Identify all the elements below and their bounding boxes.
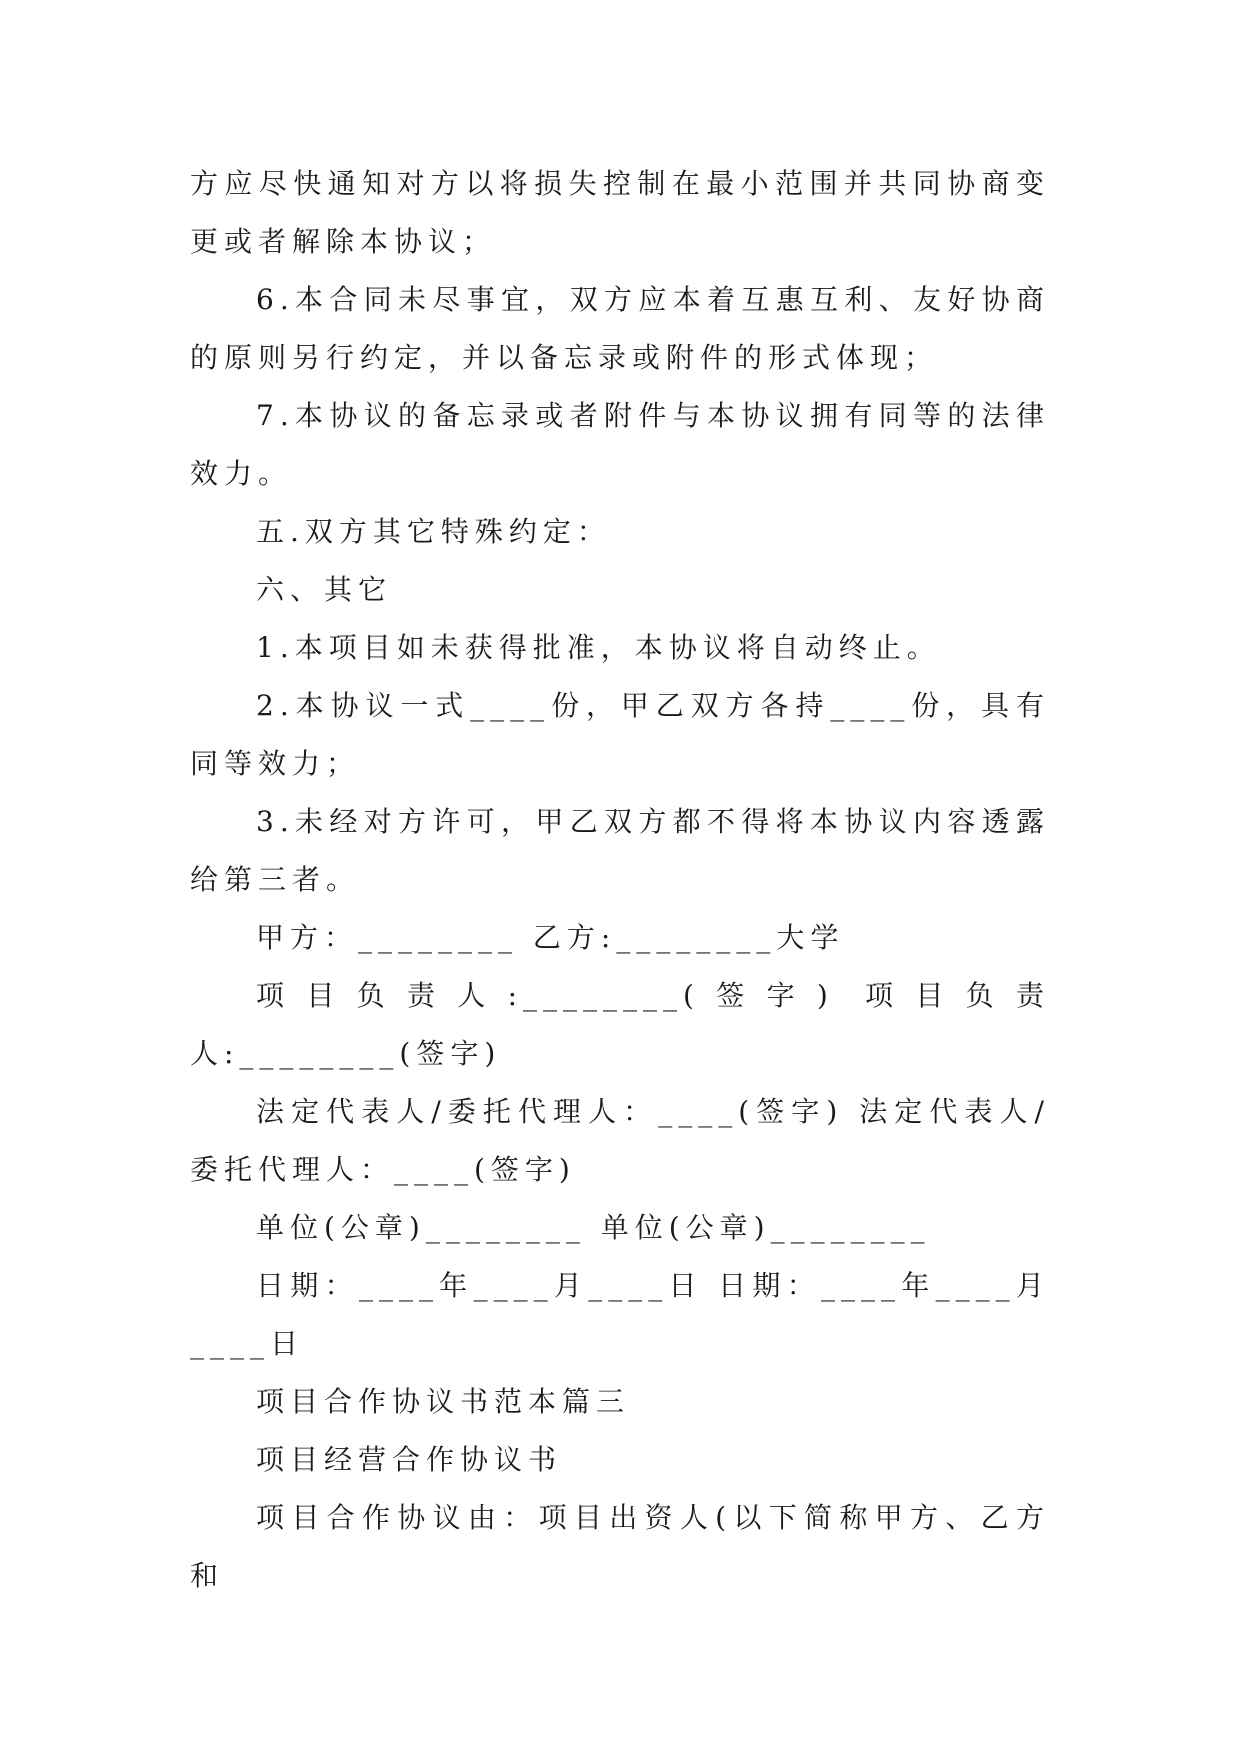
signature-seals: 单位(公章)________ 单位(公章)________ [256, 1211, 931, 1244]
paragraph-clause-6: 6.本合同未尽事宜，双方应本着互惠互利、友好协商的原则另行约定，并以备忘录或附件的形式体现； [190, 283, 1050, 374]
signature-legal-representatives: 法定代表人/委托代理人：____(签字) 法定代表人/委托代理人：____(签字) [190, 1095, 1050, 1186]
signature-dates: 日期：____年____月____日 日期：____年____月____日 [190, 1269, 1050, 1360]
section-title-part-3: 项目合作协议书范本篇三 [256, 1385, 631, 1418]
document-body [190, 155, 1050, 1605]
paragraph-other-1: 1.本项目如未获得批准，本协议将自动终止。 [256, 631, 941, 664]
paragraph-continuation: 方应尽快通知对方以将损失控制在最小范围并共同协商变更或者解除本协议； [190, 167, 1050, 258]
paragraph-clause-7: 7.本协议的备忘录或者附件与本协议拥有同等的法律效力。 [190, 399, 1050, 490]
signature-parties: 甲方：________ 乙方:________大学 [256, 921, 845, 954]
paragraph-other-2: 2.本协议一式____份，甲乙双方各持____份，具有同等效力； [190, 689, 1050, 780]
signature-project-leaders: 项目负责人:________(签字) 项目负责人:________(签字) [190, 979, 1050, 1070]
paragraph-agreement-intro: 项目合作协议由：项目出资人(以下简称甲方、乙方和 [190, 1501, 1050, 1592]
document-title: 项目经营合作协议书 [256, 1443, 563, 1476]
paragraph-other-3: 3.未经对方许可，甲乙双方都不得将本协议内容透露给第三者。 [190, 805, 1050, 896]
section-heading-6: 六、其它 [256, 573, 393, 606]
section-heading-5: 五.双方其它特殊约定： [256, 515, 611, 548]
